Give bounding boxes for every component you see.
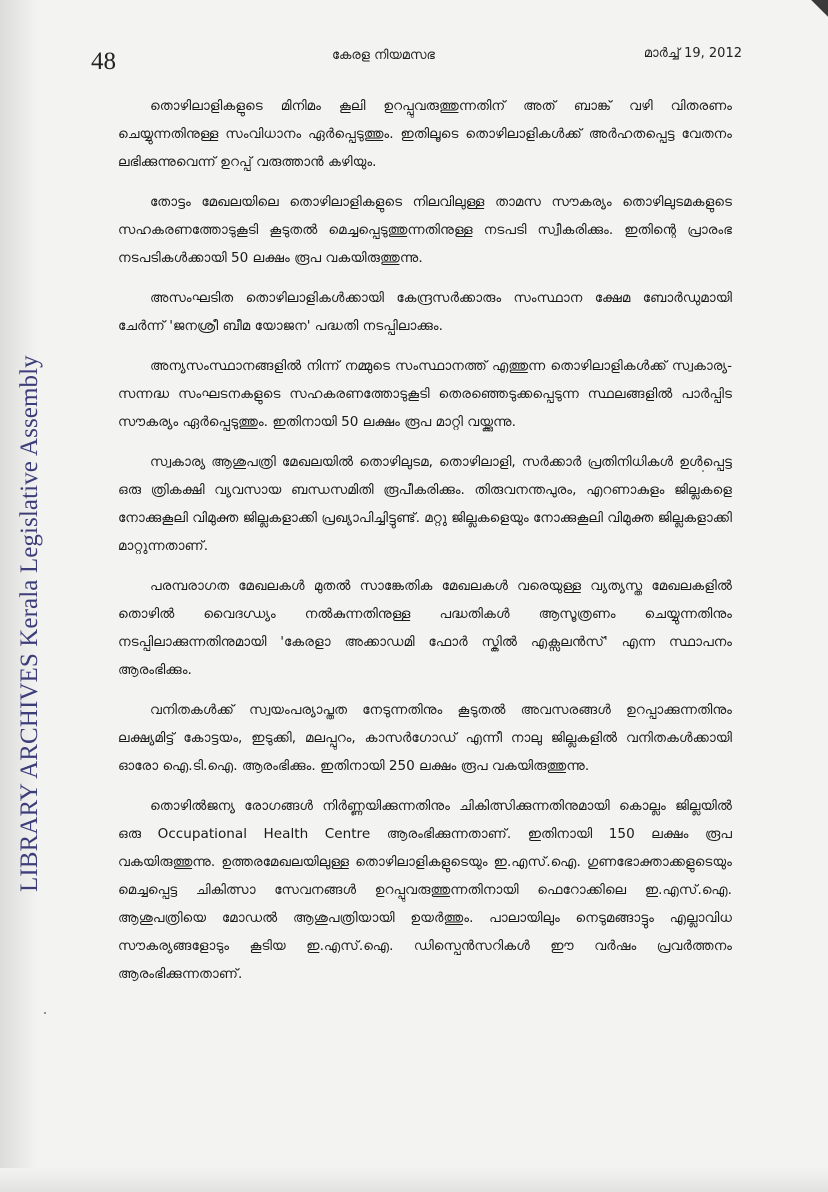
header-date: മാർച്ച് 19, 2012 <box>643 46 742 61</box>
paragraph: പരമ്പരാഗത മേഖലകൾ മുതൽ സാങ്കേതിക മേഖലകൾ വരെയുള്ള വ്യത്യസ്ത മേഖലകളിൽ തൊഴിൽ വൈദഗ്ധ്യം നൽകുന്നതിനുള്ള പദ്ധതികൾ ആസൂത്രണം ചെയ്യുന്നതിനും നടപ്പിലാക്കുന്നതിനുമായി 'കേരളാ അക്കാഡമി ഫോർ സ്കിൽ എക്സലൻസ്' എന്ന സ്ഥാപനം ആരംഭിക്കും. <box>118 578 732 678</box>
paragraph: തൊഴിൽജന്യ രോഗങ്ങൾ നിർണ്ണയിക്കുന്നതിനും ചികിത്സിക്കുന്നതിനുമായി കൊല്ലം ജില്ലയിൽ ഒരു Occupational Health Centre ആരംഭിക്കുന്നതാണ്. ഇതിനായി 150 ലക്ഷം രൂപ വകയിരുത്തുന്നു. ഉത്തരമേഖലയിലുള്ള തൊഴിലാളികളുടെയും ഇ.എസ്.ഐ. ഗുണഭോക്താക്കളുടെയും മെച്ചപ്പെട്ട ചികിത്സാ സേവനങ്ങൾ ഉറപ്പുവരുത്തുന്നതിനായി ഫെറോക്കിലെ ഇ.എസ്.ഐ. ആശുപത്രിയെ മോഡൽ ആശുപത്രിയായി ഉയർത്തും. പാലായിലും നെടുമങ്ങാട്ടും എല്ലാവിധ സൗകര്യങ്ങളോടും കൂടിയ ഇ.എസ്.ഐ. ഡിസ്പെൻസറികൾ ഈ വർഷം പ്രവർത്തനം ആരംഭിക്കുന്നതാണ്. <box>118 798 732 982</box>
scan-corner-mark <box>804 0 828 24</box>
paragraph: അന്യസംസ്ഥാനങ്ങളിൽ നിന്ന് നമ്മുടെ സംസ്ഥാനത്ത് എത്തുന്ന തൊഴിലാളികൾക്ക് സ്വകാര്യ-സന്നദ്ധ സംഘടനകളുടെ സഹകരണത്തോടുകൂടി തെരഞ്ഞെടുക്കപ്പെടുന്ന സ്ഥലങ്ങളിൽ പാർപ്പിട സൗകര്യം ഏർപ്പെടുത്തും. ഇതിനായി 50 ലക്ഷം രൂപ മാറ്റി വയ്ക്കുന്നു. <box>118 358 732 430</box>
scan-bottom-shadow <box>0 1168 828 1192</box>
paragraph: വനിതകൾക്ക് സ്വയംപര്യാപ്തത നേടുന്നതിനും കൂടുതൽ അവസരങ്ങൾ ഉറപ്പാക്കുന്നതിനും ലക്ഷ്യമിട്ട് കോട്ടയം, ഇടുക്കി, മലപ്പുറം, കാസർഗോഡ് എന്നീ നാലു ജില്ലകളിൽ വനിതകൾക്കായി ഓരോ ഐ.ടി.ഐ. ആരംഭിക്കും. ഇതിനായി 250 ലക്ഷം രൂപ വകയിരുത്തുന്നു. <box>118 702 732 774</box>
archive-stamp: LIBRARY ARCHIVES Kerala Legislative Assembly <box>16 355 43 892</box>
running-header-title: കേരള നിയമസഭ <box>332 48 435 63</box>
paragraph: സ്വകാര്യ ആശുപത്രി മേഖലയിൽ തൊഴിലുടമ, തൊഴിലാളി, സർക്കാർ പ്രതിനിധികൾ ഉൾപ്പെട്ട ഒരു ത്രികക്ഷി വ്യവസായ ബന്ധസമിതി രൂപീകരിക്കും. തിരുവനന്തപുരം, എറണാകുളം ജില്ലകളെ നോക്കുകൂലി വിമുക്ത ജില്ലകളാക്കി പ്രഖ്യാപിച്ചിട്ടുണ്ട്. മറ്റു ജില്ലകളെയും നോക്കുകൂലി വിമുക്ത ജില്ലകളാക്കി മാറ്റുന്നതാണ്. <box>118 454 732 554</box>
paragraph: തൊഴിലാളികളുടെ മിനിമം കൂലി ഉറപ്പുവരുത്തുന്നതിന് അത് ബാങ്ക് വഴി വിതരണം ചെയ്യുന്നതിനുള്ള സംവിധാനം ഏർപ്പെടുത്തും. ഇതിലൂടെ തൊഴിലാളികൾക്ക് അർഹതപ്പെട്ട വേതനം ലഭിക്കുന്നുവെന്ന് ഉറപ്പ് വരുത്താൻ കഴിയും. <box>118 98 732 170</box>
paragraph: അസംഘടിത തൊഴിലാളികൾക്കായി കേന്ദ്രസർക്കാരും സംസ്ഥാന ക്ഷേമ ബോർഡുമായി ചേർന്ന് 'ജനശ്രീ ബീമ യോജന' പദ്ധതി നടപ്പിലാക്കും. <box>118 290 732 334</box>
scan-speck <box>44 1012 46 1014</box>
body-text <box>118 92 732 1000</box>
scan-speck <box>702 470 704 472</box>
page-number: 48 <box>91 48 116 75</box>
paragraph: തോട്ടം മേഖലയിലെ തൊഴിലാളികളുടെ നിലവിലുള്ള താമസ സൗകര്യം തൊഴിലുടമകളുടെ സഹകരണത്തോടുകൂടി കൂടുതൽ മെച്ചപ്പെടുത്തുന്നതിനുള്ള നടപടി സ്വീകരിക്കും. ഇതിന്റെ പ്രാരംഭ നടപടികൾക്കായി 50 ലക്ഷം രൂപ വകയിരുത്തുന്നു. <box>118 194 732 266</box>
